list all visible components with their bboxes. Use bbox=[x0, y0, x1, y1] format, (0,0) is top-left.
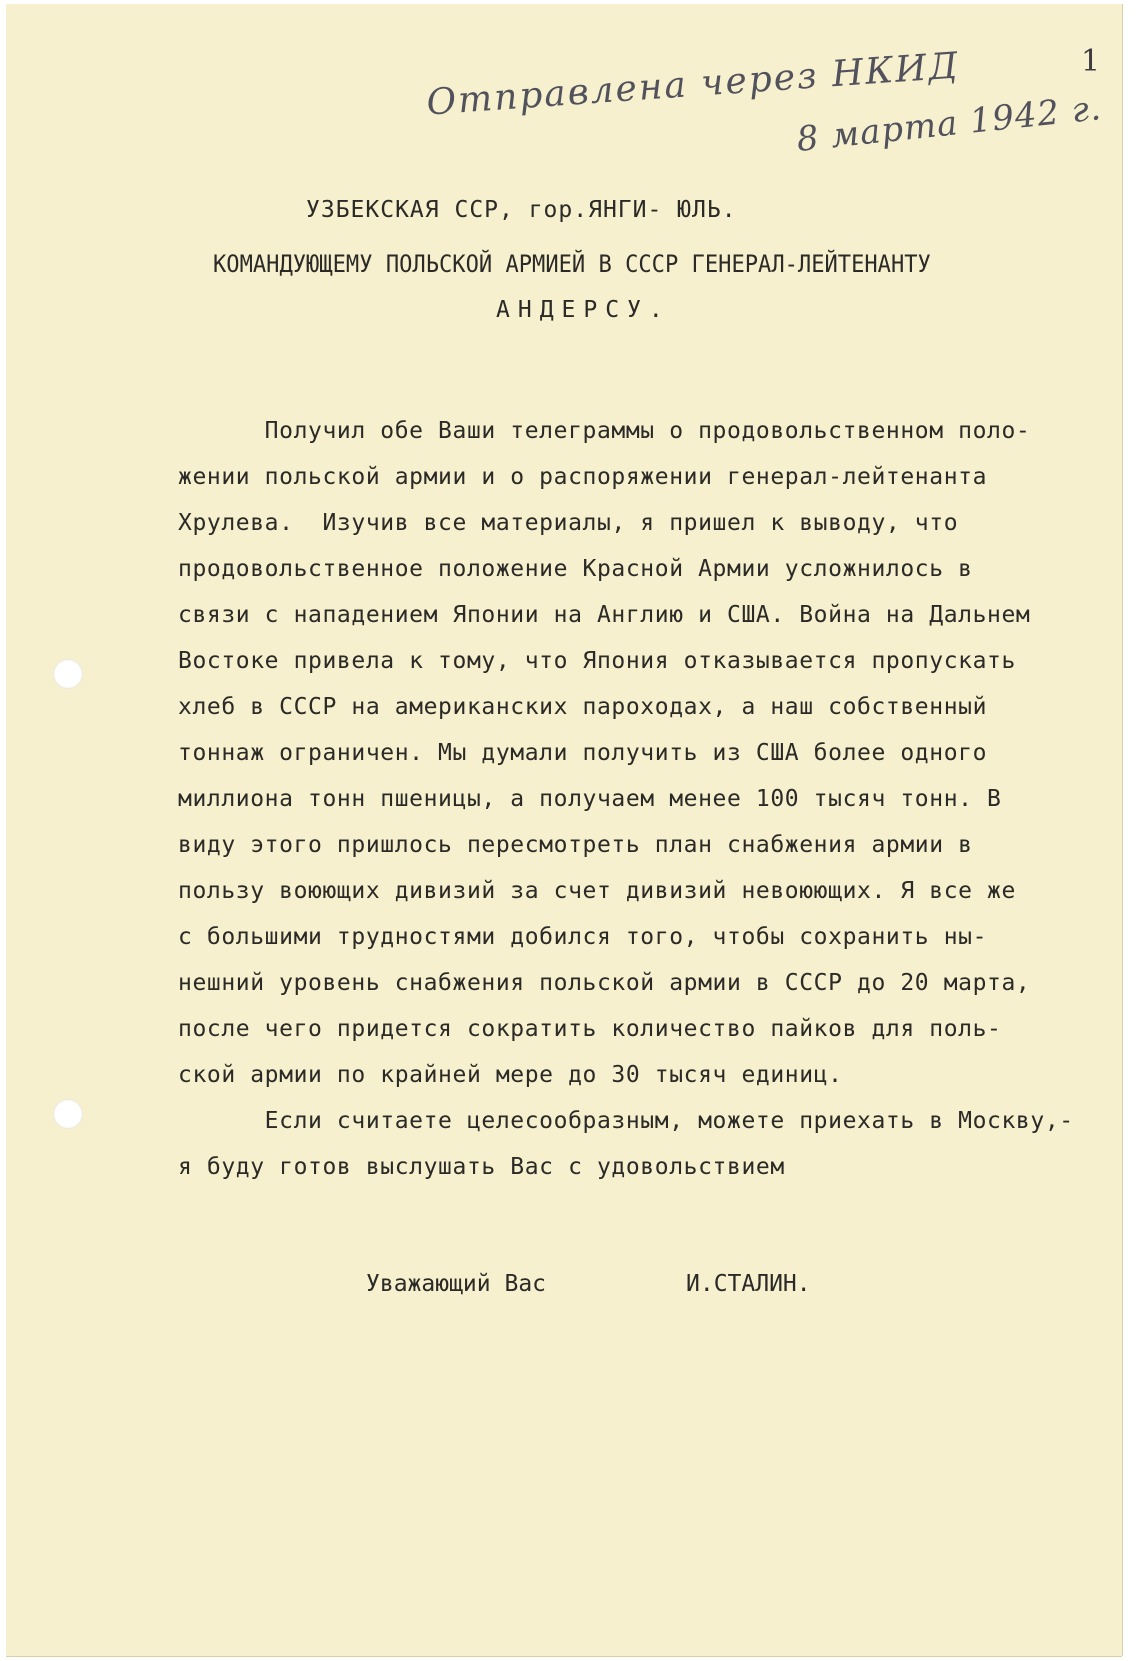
body-line: миллиона тонн пшеницы, а получаем менее 100 тысяч тонн. В bbox=[178, 786, 1002, 812]
page-number: 1 bbox=[1081, 44, 1101, 79]
body-line: с большими трудностями добился того, чтобы сохранить ны- bbox=[178, 924, 988, 950]
document-page bbox=[6, 4, 1122, 1656]
handwritten-date: 8 марта 1942 г. bbox=[794, 88, 1104, 160]
body-line: виду этого пришлось пересмотреть план снабжения армии в bbox=[178, 832, 973, 858]
body-line: Востоке привела к тому, что Япония отказывается пропускать bbox=[178, 648, 1016, 674]
body-line: пользу воюющих дивизий за счет дивизий невоюющих. Я все же bbox=[178, 878, 1016, 904]
body-line: тоннаж ограничен. Мы думали получить из США более одного bbox=[178, 740, 988, 766]
body-line: продовольственное положение Красной Армии усложнилось в bbox=[178, 556, 973, 582]
body-line: Хрулева. Изучив все материалы, я пришел к выводу, что bbox=[178, 510, 959, 536]
body-line: ской армии по крайней мере до 30 тысяч единиц. bbox=[178, 1062, 843, 1088]
signature: И.СТАЛИН. bbox=[686, 1271, 811, 1297]
closing-phrase: Уважающий Вас bbox=[366, 1271, 547, 1297]
handwritten-note: Отправлена через НКИД bbox=[425, 45, 961, 124]
body-line: жении польской армии и о распоряжении генерал-лейтенанта bbox=[178, 464, 988, 490]
address-recipient-title: КОМАНДУЮЩЕМУ ПОЛЬСКОЙ АРМИЕЙ В СССР ГЕНЕРАЛ-ЛЕЙТЕНАНТУ bbox=[213, 250, 931, 278]
body-line: Получил обе Ваши телеграммы о продовольственном поло- bbox=[178, 418, 1031, 444]
punch-hole bbox=[53, 1099, 83, 1129]
letter-body bbox=[178, 408, 1098, 1190]
body-line: связи с нападением Японии на Англию и США. Война на Дальнем bbox=[178, 602, 1031, 628]
body-line: я буду готов выслушать Вас с удовольствием bbox=[178, 1154, 785, 1180]
body-line: после чего придется сократить количество пайков для поль- bbox=[178, 1016, 1002, 1042]
address-recipient-name: АНДЕРСУ. bbox=[496, 297, 671, 323]
body-line: хлеб в СССР на американских пароходах, а наш собственный bbox=[178, 694, 988, 720]
body-line: Если считаете целесообразным, можете приехать в Москву,- bbox=[178, 1108, 1074, 1134]
address-location: УЗБЕКСКАЯ ССР, гор.ЯНГИ- ЮЛЬ. bbox=[306, 197, 737, 223]
punch-hole bbox=[53, 659, 83, 689]
body-line: нешний уровень снабжения польской армии в СССР до 20 марта, bbox=[178, 970, 1031, 996]
